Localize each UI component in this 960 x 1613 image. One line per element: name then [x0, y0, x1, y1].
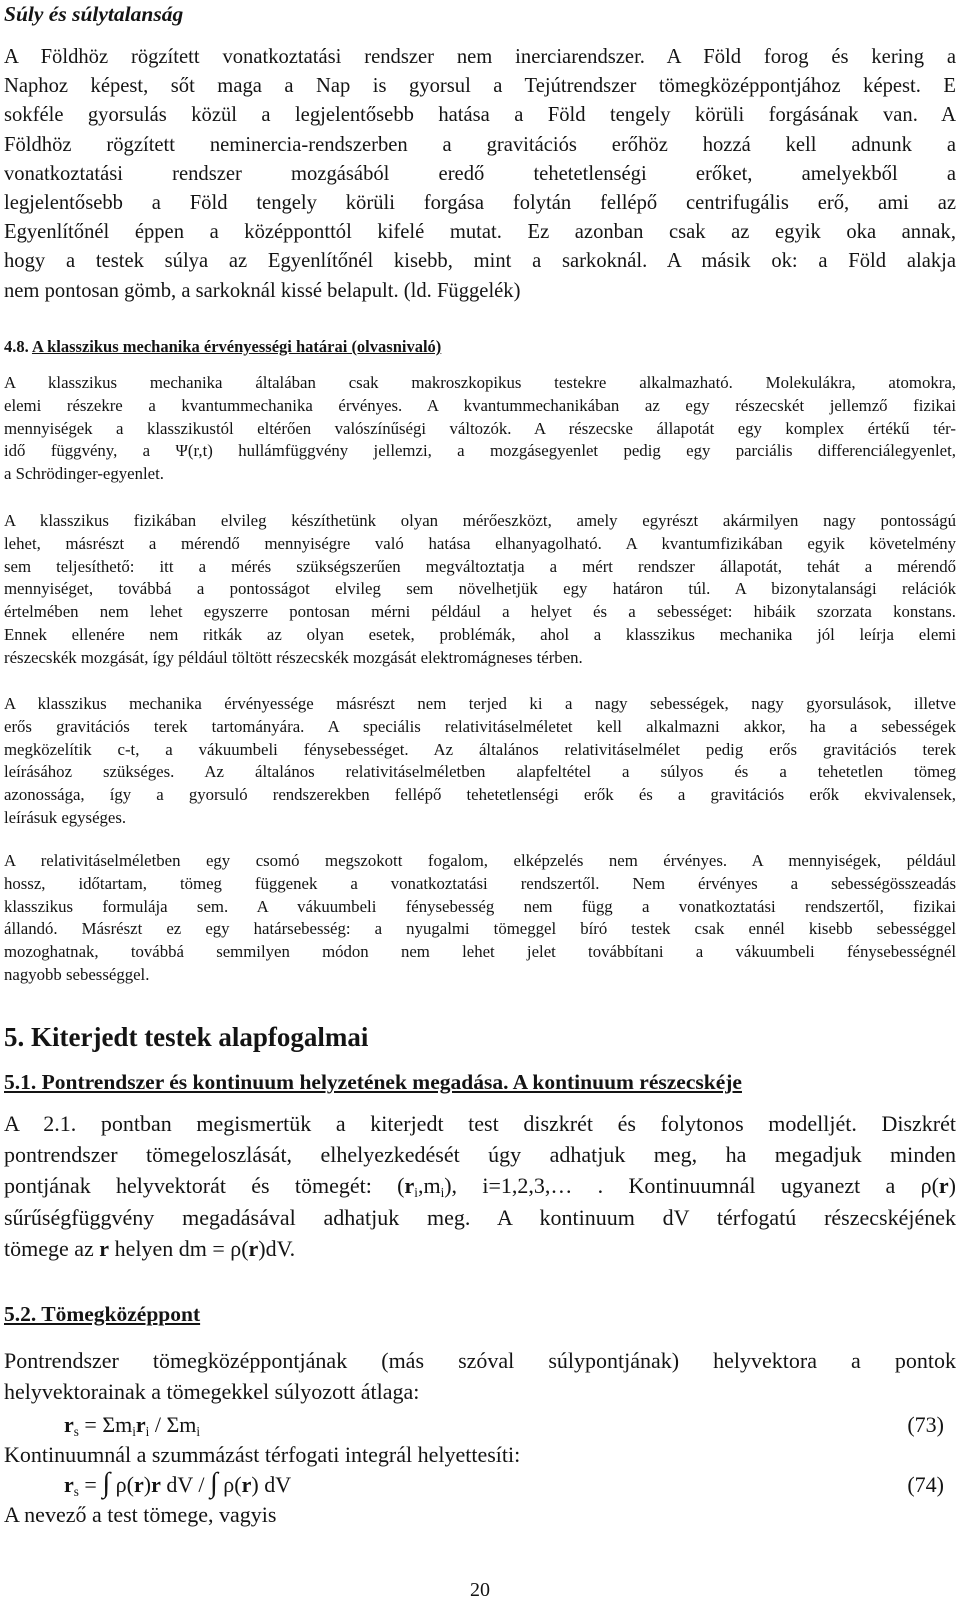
text-line: A klasszikus fizikában elvileg készíthetünk olyan mérőeszközt, amely egyrészt akármilyen nagy pontosságú — [4, 511, 956, 530]
equation-74 — [64, 1470, 944, 1500]
paragraph-relativity-scope — [4, 693, 956, 830]
text-line: sem teljesíthető: itt a mérés szükségszerűen megváltoztatja a mért rendszer állapotát, tehát a mérendő — [4, 556, 956, 576]
text-line: állandó. Másrészt ez egy határsebesség: a nyugalmi tömeggel bíró testek csak ennél kisebb sebességgel — [4, 919, 956, 939]
text-line: nagyobb sebességgel. — [4, 964, 150, 984]
text-line: Földhöz rögzített neminercia-rendszerben a gravitációs erőhöz hozzá kell adnunk a — [4, 133, 956, 156]
equation-body: $r_s$ = ∫ ρ(r)r dV / ∫ ρ(r) dV — [64, 1468, 292, 1499]
section-heading-5-1: 5.1. Pontrendszer és kontinuum helyzetének megadása. A kontinuum részecskéje — [4, 1070, 742, 1094]
text-line: tömege az r helyen dm = ρ(r)dV. — [4, 1235, 296, 1261]
continuum-text: Kontinuumnál a szummázást térfogati integrál helyettesíti: — [4, 1442, 521, 1467]
text-line: legjelentősebb a Föld tengely körüli forgása folytán fellépő centrifugális erő, ami az — [4, 192, 956, 215]
intro-paragraph — [4, 43, 956, 306]
text-line: mennyiséget, továbbá a pontosságot elvileg sem növelhetjük egy határon túl. A bizonytalansági relációk — [4, 579, 956, 599]
text-line: mennyiségek a klasszikustól eltérően valószínűségi változók. A részecske állapotát egy komplex értékű tér- — [4, 418, 956, 438]
text-line: A Földhöz rögzített vonatkoztatási rendszer nem inerciarendszer. A Föld forog és kering a — [4, 46, 956, 68]
paragraph-relativity-concepts — [4, 850, 956, 987]
denominator-text: A nevező a test tömege, vagyis — [4, 1502, 277, 1527]
text-line: leírásuk egységes. — [4, 807, 127, 827]
equation-number: (73) — [907, 1412, 944, 1437]
section-heading-5-2: 5.2. Tömegközéppont — [4, 1302, 201, 1326]
text-line: klasszikus formulája sem. A vákuumbeli fénysebesség nem függ a vonatkoztatási rendszertől, fizikai — [4, 896, 956, 916]
text-line: mozoghatnak, továbbá semmilyen módon nem lehet jelet továbbítani a vákuumbeli fénysebességnél — [4, 942, 956, 962]
text-line: megközelítik c-t, a vákuumbeli fénysebességet. Az általános relativitáselmélet pedig erős gravitációs terek — [4, 739, 956, 759]
text-line: idő függvény, a Ψ(r,t) hullámfüggvény jellemzi, a mozgásegyenlet pedig egy parciális differenciálegyenlet, — [4, 441, 956, 461]
equation-body: $r_s = \Sigma m_ir_i / \Sigma m_i$ — [64, 1412, 201, 1439]
text-line: sokféle gyorsulás közül a legjelentősebb hatása a Föld tengely körüli forgásának van. A — [4, 104, 956, 127]
chapter-heading-5: 5. Kiterjedt testek alapfogalmai — [4, 1022, 369, 1052]
section-heading-4-8 — [4, 336, 956, 358]
text-line: hogy a testek súlya az Egyenlítőnél kisebb, mint a sarkoknál. A másik ok: a Föld alakja — [4, 250, 956, 273]
text-line: Egyenlítőnél éppen a középponttól kifelé mutat. Ez azonban csak az egyik oka annak, — [4, 221, 956, 244]
paragraph-measurement — [4, 510, 956, 670]
text-line: A relativitáselméletben egy csomó megszokott fogalom, elképzelés nem érvényes. A mennyiségek, például — [4, 851, 956, 870]
paragraph-continuum — [4, 1108, 956, 1264]
paragraph-center-of-mass — [4, 1345, 956, 1407]
section-number: 4.8. — [4, 337, 29, 356]
text-line: erős gravitációs terek tartományára. A speciális relativitáselméletet kell alkalmazni akkor, ha a sebességek — [4, 716, 956, 736]
text-line: részecskék mozgását, így például töltött részecskék mozgását elektromágneses térben. — [4, 647, 583, 667]
text-line: értelmében nem lehet egyszerre pontosan mérni például a helyet és a sebességet: hibáik szorzata konstans. — [4, 602, 956, 622]
paragraph-quantum — [4, 372, 956, 486]
text-line: A 2.1. pontban megismertük a kiterjedt test diszkrét és folytonos modelljét. Diszkrét — [4, 1111, 956, 1136]
text-line: leírásához szükséges. Az általános relativitáselméletben alapfeltétel a súlyos és a tehetetlen tömeg — [4, 762, 956, 782]
text-line: Ennek ellenére nem ritkák az olyan esetek, problémák, ahol a klasszikus mechanika jól leírja elemi — [4, 624, 956, 644]
text-line: A klasszikus mechanika érvényessége másrészt nem terjed ki a nagy sebességek, nagy gyorsulások, illetve — [4, 694, 956, 713]
text-line: helyvektorainak a tömegekkel súlyozott átlaga: — [4, 1379, 420, 1404]
section-heading-weight: Súly és súlytalanság — [4, 2, 184, 26]
section-title: A klasszikus mechanika érvényességi határai (olvasnivaló) — [31, 337, 442, 356]
text-line: lehet, másrészt a mérendő mennyiségre való hatása elhanyagolható. A kvantumfizikában egyik követelmény — [4, 533, 956, 553]
text-line: Naphoz képest, sőt maga a Nap is gyorsul a Tejútrendszer tömegközéppontjához képest. E — [4, 75, 956, 98]
text-line: vonatkoztatási rendszer mozgásából eredő tehetetlenségi erőket, amelyekből a — [4, 162, 956, 185]
text-line: hossz, időtartam, tömeg függenek a vonatkoztatási rendszertől. Nem érvényes a sebességösszeadás — [4, 873, 956, 893]
page-number: 20 — [470, 1579, 490, 1601]
text-line: Pontrendszer tömegközéppontjának (más szóval súlypontjának) helyvektora a pontok — [4, 1348, 956, 1373]
text-line: elemi részekre a kvantummechanika érvényes. A kvantummechanikában az egy részecskét jellemző fizikai — [4, 395, 956, 415]
equation-73 — [64, 1410, 944, 1440]
text-line: sűrűségfüggvény megadásával adhatjuk meg. A kontinuum dV térfogatú részecskéjének — [4, 1204, 956, 1230]
text-line: azonossága, így a gyorsuló rendszerekben fellépő tehetetlenségi erők és a gravitációs erők ekvivalensek, — [4, 785, 956, 805]
text-line: pontjának helyvektorát és tömegét: $(r_i,m_i)$, i=1,2,3,… . Kontinuumnál ugyanezt a ρ(r) — [4, 1173, 956, 1201]
text-line: nem pontosan gömb, a sarkoknál kissé belapult. (ld. Függelék) — [4, 279, 521, 302]
text-line: pontrendszer tömegeloszlását, elhelyezkedését úgy adhatjuk meg, ha megadjuk minden — [4, 1142, 956, 1168]
equation-number: (74) — [907, 1472, 944, 1497]
text-line: a Schrödinger-egyenlet. — [4, 464, 164, 484]
text-line: A klasszikus mechanika általában csak makroszkopikus testekre alkalmazható. Molekulákra, atomokra, — [4, 373, 956, 392]
